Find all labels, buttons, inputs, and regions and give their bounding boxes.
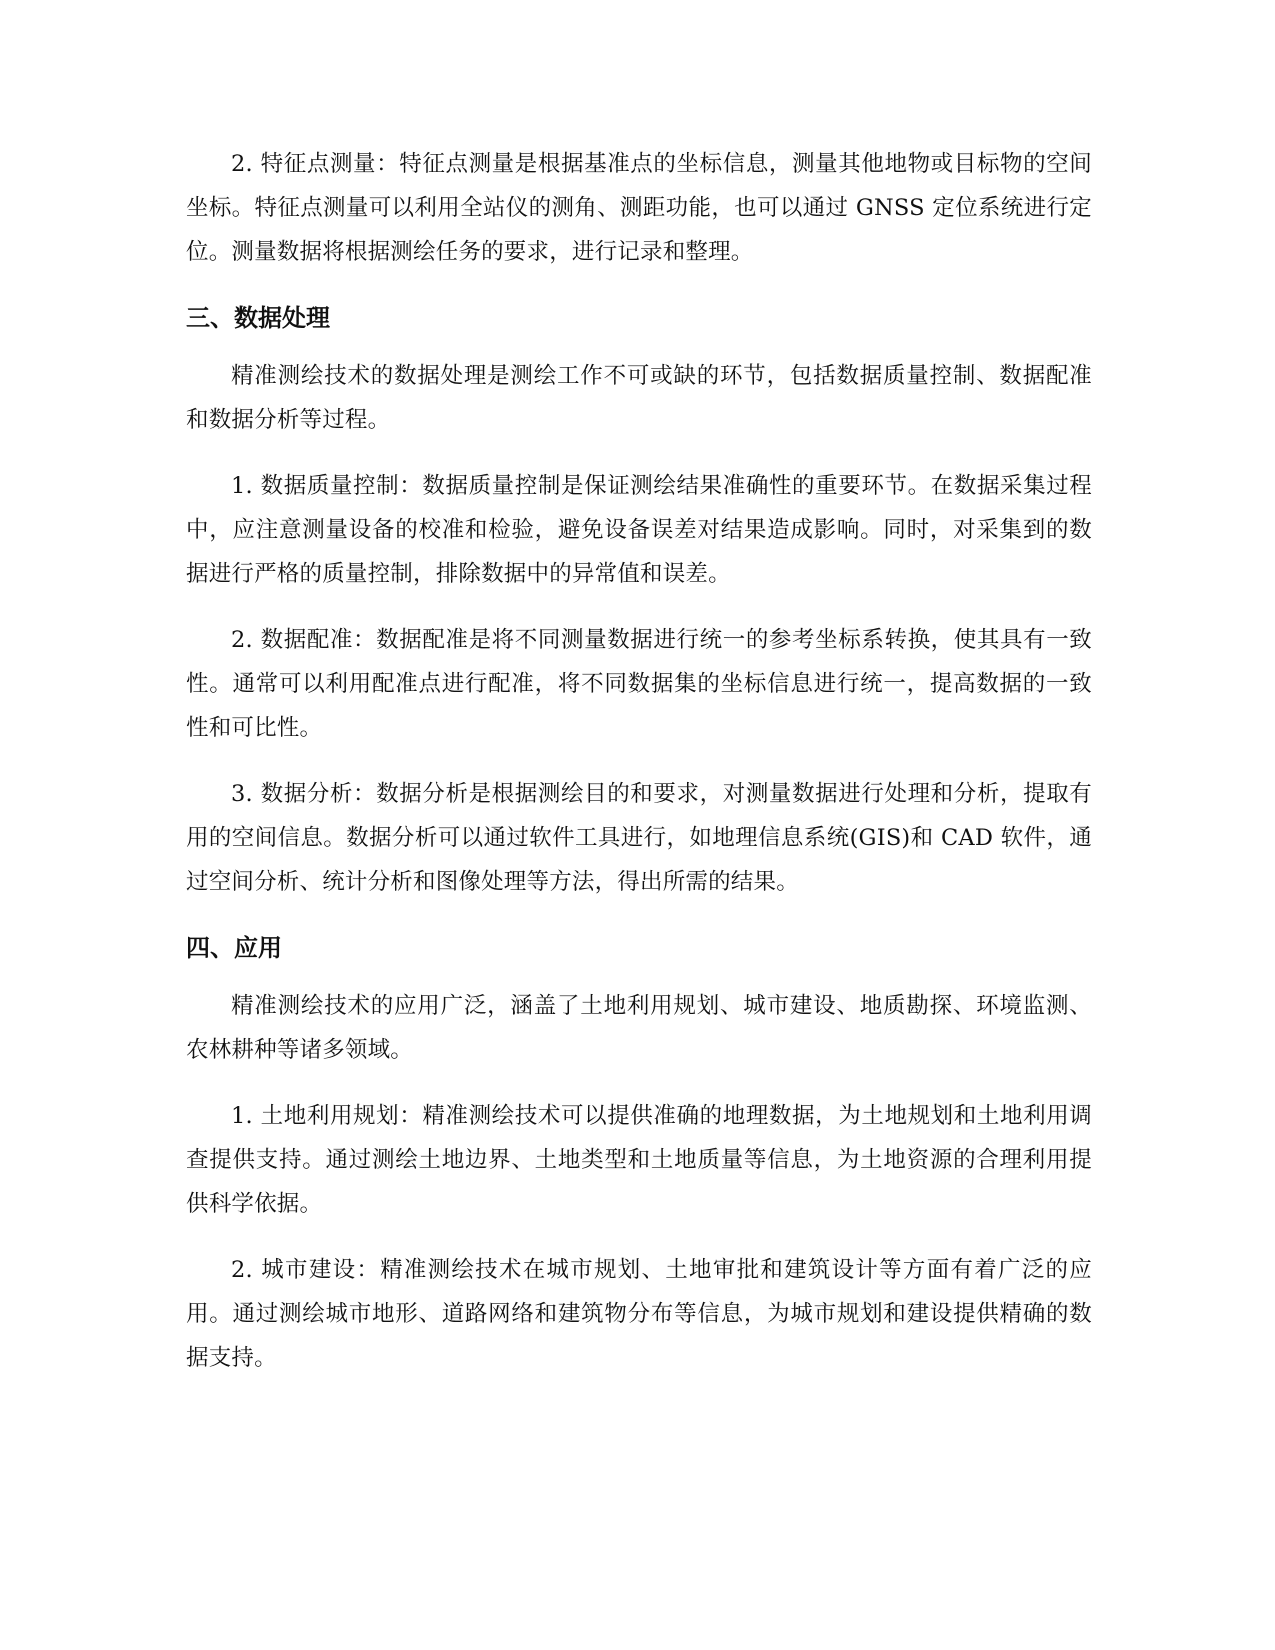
paragraph-urban-construction: 2. 城市建设：精准测绘技术在城市规划、土地审批和建筑设计等方面有着广泛的应用。通过测绘城市地形、道路网络和建筑物分布等信息，为城市规划和建设提供精确的数据支持。 xyxy=(186,1257,1092,1371)
paragraph-data-analysis: 3. 数据分析：数据分析是根据测绘目的和要求，对测量数据进行处理和分析，提取有用的空间信息。数据分析可以通过软件工具进行，如地理信息系统(GIS)和 CAD 软件，通过空间分析、统计分析和图像处理等方法，得出所需的结果。 xyxy=(186,781,1092,895)
paragraph-land-use-planning: 1. 土地利用规划：精准测绘技术可以提供准确的地理数据，为土地规划和土地利用调查提供支持。通过测绘土地边界、土地类型和土地质量等信息，为土地资源的合理利用提供科学依据。 xyxy=(186,1103,1092,1217)
section-heading-applications: 四、应用 xyxy=(186,934,282,962)
document-page xyxy=(186,142,1092,1402)
paragraph-applications-intro: 精准测绘技术的应用广泛，涵盖了土地利用规划、城市建设、地质勘探、环境监测、农林耕种等诸多领域。 xyxy=(186,993,1092,1063)
paragraph-data-registration: 2. 数据配准：数据配准是将不同测量数据进行统一的参考坐标系转换，使其具有一致性。通常可以利用配准点进行配准，将不同数据集的坐标信息进行统一，提高数据的一致性和可比性。 xyxy=(186,627,1092,741)
paragraph-feature-point-measurement: 2. 特征点测量：特征点测量是根据基准点的坐标信息，测量其他地物或目标物的空间坐标。特征点测量可以利用全站仪的测角、测距功能，也可以通过 GNSS 定位系统进行定位。测量数据将根据测绘任务的要求，进行记录和整理。 xyxy=(186,151,1092,265)
section-heading-data-processing: 三、数据处理 xyxy=(186,304,330,332)
paragraph-data-processing-intro: 精准测绘技术的数据处理是测绘工作不可或缺的环节，包括数据质量控制、数据配准和数据分析等过程。 xyxy=(186,363,1092,433)
paragraph-data-quality-control: 1. 数据质量控制：数据质量控制是保证测绘结果准确性的重要环节。在数据采集过程中，应注意测量设备的校准和检验，避免设备误差对结果造成影响。同时，对采集到的数据进行严格的质量控制，排除数据中的异常值和误差。 xyxy=(186,473,1092,587)
